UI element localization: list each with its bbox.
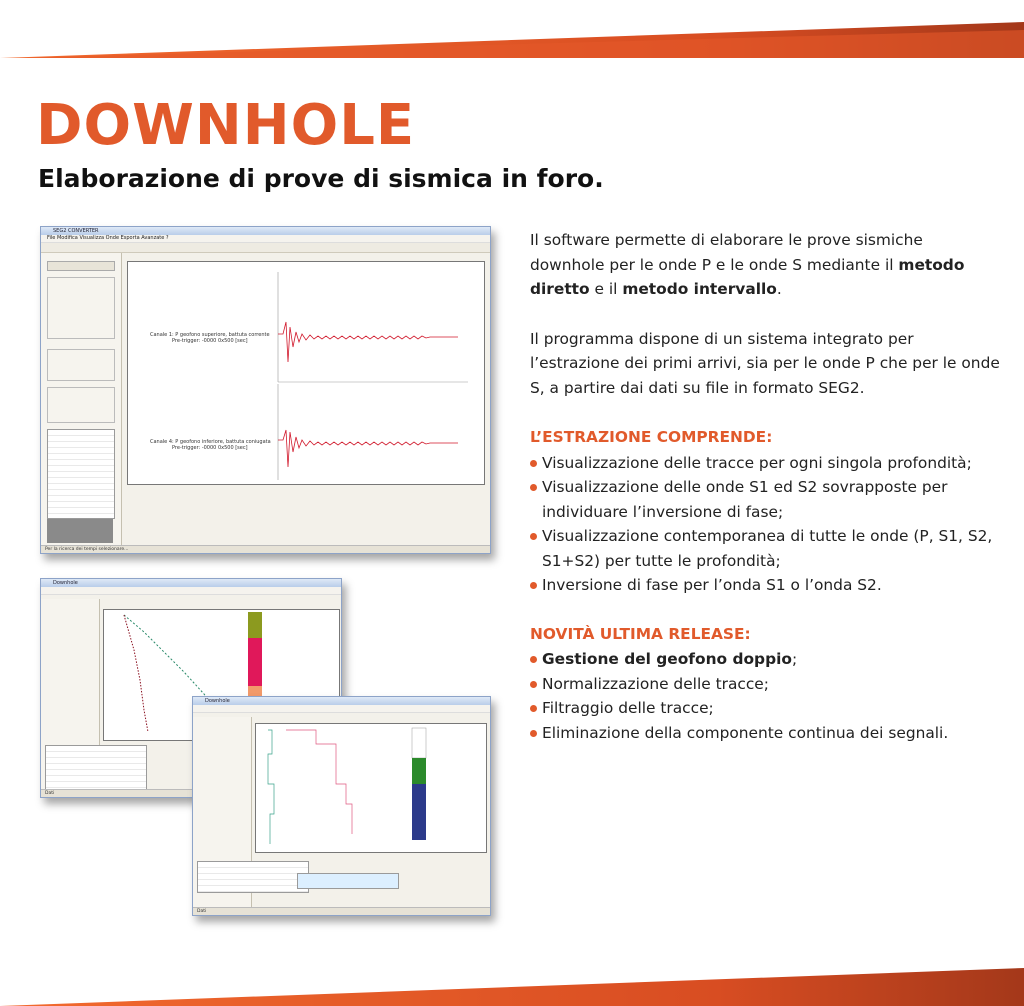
- window-menu: File Modifica Visualizza Onde Esporta Avanzate ?: [41, 235, 490, 243]
- list-item-text: Visualizzazione delle onde S1 ed S2 sovrapposte per individuare l’inversione di fase;: [542, 478, 948, 521]
- depth-table: [47, 429, 115, 519]
- list-item: [530, 524, 1000, 573]
- bullet-icon: [530, 582, 537, 589]
- window-title-3: Downhole: [193, 697, 490, 705]
- trace-label-1: Canale 1: P geofono superiore, battuta corrente: [150, 332, 270, 338]
- list-item-text: Inversione di fase per l’onda S1 o l’onda S2.: [542, 576, 882, 594]
- intro-p1-bold-direct: metodo diretto: [530, 255, 965, 298]
- left-panel: [41, 253, 122, 545]
- velocity-graph: [256, 724, 486, 852]
- bottom-orange-band: [0, 950, 1024, 1006]
- list-item-text: Visualizzazione contemporanea di tutte le onde (P, S1, S2, S1+S2) per tutte le profondità;: [542, 527, 993, 570]
- bullet-icon: [530, 705, 537, 712]
- window-title: SEG2 CONVERTER: [41, 227, 490, 235]
- list-item: [530, 647, 1000, 672]
- section-heading-novita: NOVITÀ ULTIMA RELEASE:: [530, 624, 751, 643]
- list-item: [530, 573, 1000, 598]
- screenshot-seg2-converter: [40, 226, 491, 554]
- top-orange-band: [0, 0, 1024, 58]
- section-heading-estrazione: L’ESTRAZIONE COMPRENDE:: [530, 428, 773, 446]
- results-table-3b: [297, 873, 399, 889]
- intro-p1-bold-interval: metodo intervallo: [622, 280, 777, 298]
- trace-label-2b: Pre-trigger: -0000 0x500 [sec]: [172, 445, 248, 451]
- trace-label-1b: Pre-trigger: -0000 0x500 [sec]: [172, 338, 248, 344]
- list-item-text: Eliminazione della componente continua dei segnali.: [542, 723, 949, 742]
- intro-p1-mid: e il: [589, 280, 623, 298]
- list-item: [530, 451, 1000, 476]
- list-item-text: Visualizzazione delle tracce per ogni singola profondità;: [542, 453, 972, 472]
- intro-paragraph-2: Il programma dispone di un sistema integrato per l’estrazione dei primi arrivi, sia per le onde P che per le onde S, a partire dai dati su file in formato SEG2.: [530, 329, 1000, 397]
- window-title-2: Downhole: [41, 579, 341, 587]
- page-title: DOWNHOLE: [36, 93, 416, 158]
- list-item: [530, 696, 1000, 721]
- bullet-icon: [530, 533, 537, 540]
- window-menu-2: [41, 587, 341, 595]
- window-menu-3: [193, 705, 490, 713]
- traces-plot: [127, 261, 485, 485]
- results-table-3: [197, 861, 309, 893]
- novita-list: [530, 647, 1000, 745]
- velocity-plot: [255, 723, 487, 853]
- screenshot-downhole-velocity: [192, 696, 491, 916]
- list-item-text: Filtraggio delle tracce;: [542, 699, 714, 717]
- list-item: [530, 672, 1000, 697]
- status-bar-2: Dati: [41, 789, 341, 797]
- intro-p1-text: Il software permette di elaborare le prove sismiche downhole per le onde P e le onde S mediante il: [530, 231, 923, 274]
- status-bar: Per la ricerca dei tempi selezionare...: [41, 545, 490, 553]
- bullet-icon: [530, 484, 537, 491]
- trace-label-2: Canale 4: P geofono inferiore, battuta coniugata: [150, 439, 271, 445]
- intro-p1-end: .: [776, 280, 782, 298]
- list-item-text: Normalizzazione delle tracce;: [542, 674, 769, 693]
- results-table-2: [45, 745, 147, 791]
- bullet-icon: [530, 656, 537, 663]
- estrazione-list: [530, 451, 1000, 598]
- seismic-traces: [128, 262, 484, 484]
- intro-paragraph-1: [530, 228, 1000, 302]
- page-subtitle: Elaborazione di prove di sismica in foro.: [38, 164, 604, 193]
- description-column: [530, 228, 1000, 769]
- status-bar-3: Dati: [193, 907, 490, 915]
- window-toolbar: [41, 243, 490, 253]
- bullet-icon: [530, 730, 537, 737]
- list-item: [530, 721, 1000, 746]
- bullet-icon: [530, 460, 537, 467]
- list-item-bold: Gestione del geofono doppio: [542, 650, 792, 668]
- bullet-icon: [530, 681, 537, 688]
- list-item: [530, 475, 1000, 524]
- list-item-text: ;: [791, 650, 798, 668]
